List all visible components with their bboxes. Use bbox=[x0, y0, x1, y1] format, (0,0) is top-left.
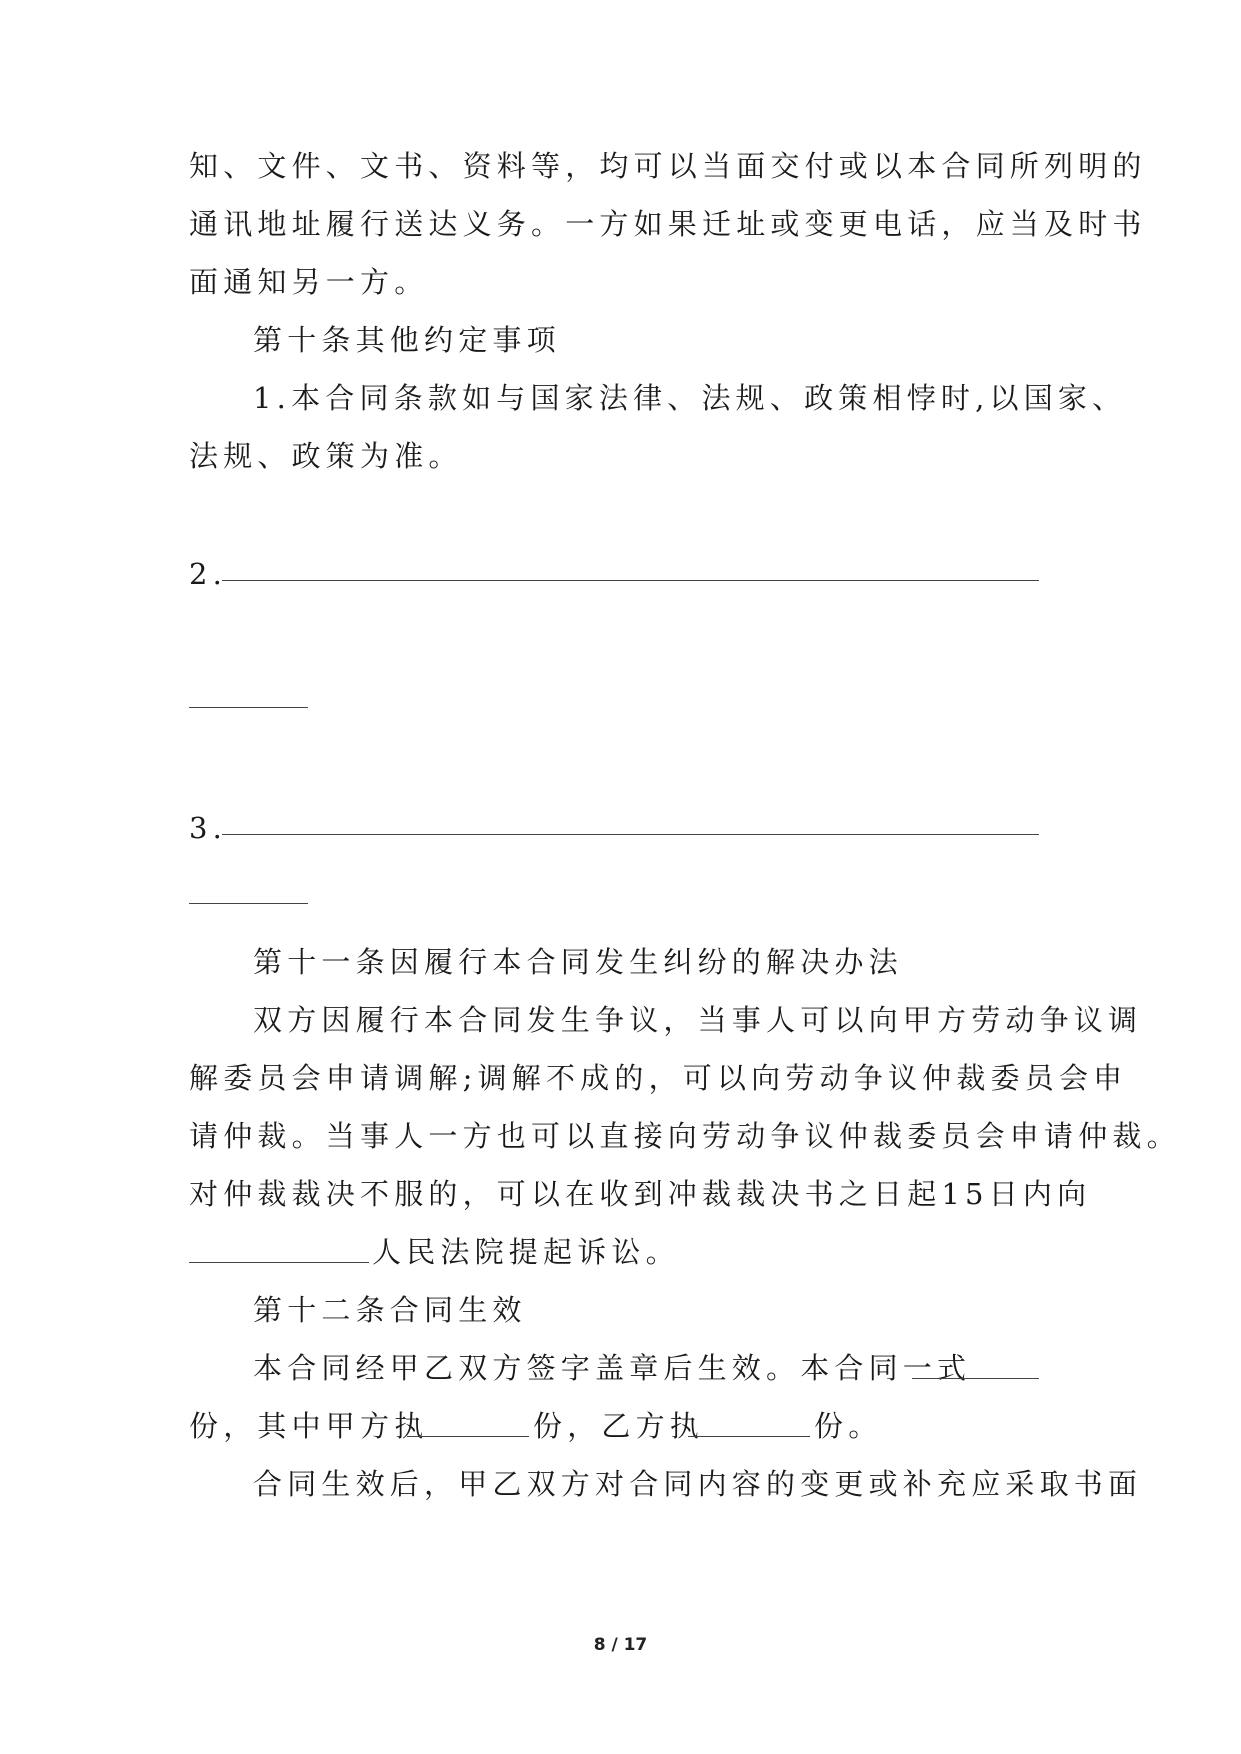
paragraph-line: 人民法院提起诉讼。 bbox=[372, 1235, 680, 1269]
blank-fill-line bbox=[189, 1262, 369, 1263]
paragraph-line: 双方因履行本合同发生争议，当事人可以向甲方劳动争议调 bbox=[253, 1003, 1143, 1037]
article-10-heading: 第十条其他约定事项 bbox=[253, 323, 561, 357]
page-number: 8 / 17 bbox=[593, 1635, 648, 1655]
blank-fill-line bbox=[222, 834, 1039, 835]
article-11-heading: 第十一条因履行本合同发生纠纷的解决办法 bbox=[253, 945, 903, 979]
paragraph-line: 本合同经甲乙双方签字盖章后生效。本合同一式 bbox=[253, 1351, 972, 1385]
paragraph-line: 面通知另一方。 bbox=[189, 265, 429, 299]
paragraph-line: 份。 bbox=[814, 1409, 883, 1443]
blank-fill-line bbox=[222, 580, 1039, 581]
blank-fill-line bbox=[407, 1436, 529, 1437]
clause-2-label: 2. bbox=[189, 557, 228, 591]
paragraph-line: 对仲裁裁决不服的，可以在收到冲裁裁决书之日起15日内向 bbox=[189, 1177, 1092, 1211]
paragraph-line: 解委员会申请调解;调解不成的，可以向劳动争议仲裁委员会申 bbox=[189, 1061, 1128, 1095]
blank-fill-line bbox=[189, 707, 308, 708]
article-12-heading: 第十二条合同生效 bbox=[253, 1293, 527, 1327]
paragraph-line: 份，乙方执 bbox=[533, 1409, 705, 1443]
paragraph-line: 通讯地址履行送达义务。一方如果迁址或变更电话，应当及时书 bbox=[189, 207, 1147, 241]
blank-fill-line bbox=[688, 1436, 810, 1437]
paragraph-line: 知、文件、文书、资料等，均可以当面交付或以本合同所列明的 bbox=[189, 149, 1147, 183]
paragraph-line: 合同生效后，甲乙双方对合同内容的变更或补充应采取书面 bbox=[253, 1467, 1143, 1501]
paragraph-line: 请仲裁。当事人一方也可以直接向劳动争议仲裁委员会申请仲裁。 bbox=[189, 1119, 1181, 1153]
paragraph-line: 份，其中甲方执 bbox=[189, 1409, 429, 1443]
clause-1-line: 1.本合同条款如与国家法律、法规、政策相悖时,以国家、 bbox=[253, 381, 1127, 415]
clause-1-line: 法规、政策为准。 bbox=[189, 439, 463, 473]
blank-fill-line bbox=[189, 903, 308, 904]
clause-3-label: 3. bbox=[189, 811, 228, 845]
blank-fill-line bbox=[912, 1378, 1039, 1379]
